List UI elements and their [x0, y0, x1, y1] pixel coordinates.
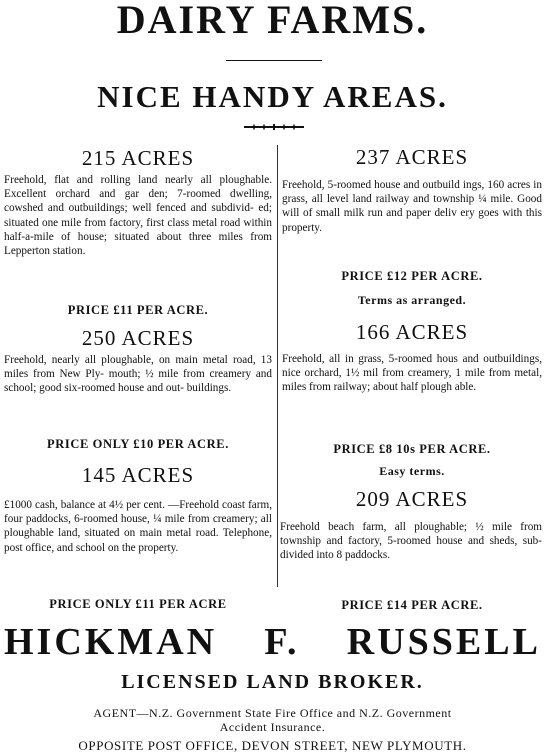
listing-price: PRICE £12 PER ACRE. [341, 269, 483, 283]
listing-heading: 215 ACRES [81, 146, 195, 170]
listing-price: PRICE £14 PER ACRE. [341, 598, 483, 612]
agency-line-1: AGENT—N.Z. Government State Fire Office and N.Z. Government [93, 706, 452, 720]
ad-subtitle: NICE HANDY AREAS. [97, 79, 448, 114]
listing-price: PRICE ONLY £11 PER ACRE [49, 597, 227, 611]
listing-heading: 145 ACRES [81, 463, 195, 487]
agent-address: OPPOSITE POST OFFICE, DEVON STREET, NEW PLYMOUTH. [78, 738, 467, 753]
listing-price: PRICE £11 PER ACRE. [67, 303, 209, 317]
listing-description: Freehold, nearly all ploughable, on main metal road, 13 miles from New Ply- mouth; ½ mile from creamery and school; good six-roomed house and out- buildings. [4, 354, 272, 395]
listing-description: £1000 cash, balance at 4½ per cent. —Freehold coast farm, four paddocks, 6-roomed house, ¼ mile from creamery; all ploughable land, situated on main metal road. Telephone, post office, and school on the property. [4, 499, 272, 554]
listing-description: Freehold, 5-roomed house and outbuild ings, 160 acres in grass, all level land railway and township ¼ mile. Good will of small milk run and paper deliv ery goes with this property. [282, 179, 542, 234]
listing-heading: 166 ACRES [355, 320, 469, 344]
agent-name-last: RUSSELL [346, 621, 541, 663]
listing-terms: Easy terms. [379, 464, 445, 478]
column-divider [277, 145, 278, 587]
agent-name-first: HICKMAN [4, 621, 218, 663]
listing-description: Freehold, flat and rolling land nearly all ploughable. Excellent orchard and gar den; 7-roomed dwelling, cowshed and outbuildings; well fenced and subdivid- ed; situated one mile from factory, first class metal road within half-a-mile of house; situated about three miles from Lepperton station. [4, 174, 272, 258]
listing-price: PRICE £8 10s PER ACRE. [333, 442, 491, 456]
listing-description: Freehold beach farm, all ploughable; ½ mile from township and factory, 5-roomed house and sheds, sub-divided into 8 paddocks. [280, 521, 542, 562]
ornament-divider [244, 124, 304, 130]
listing-heading: 209 ACRES [355, 487, 469, 511]
agent-name [4, 620, 541, 664]
title-divider [226, 60, 322, 61]
listing-heading: 237 ACRES [355, 145, 469, 169]
ad-title: DAIRY FARMS. [116, 0, 429, 42]
agent-title: LICENSED LAND BROKER. [121, 671, 424, 693]
agent-name-initial: F. [264, 621, 300, 663]
listing-description: Freehold, all in grass, 5-roomed hous and outbuildings, nice orchard, 1½ mil from creamery, 1 mile from metal, miles from railway; about half plough able. [282, 353, 542, 394]
agency-line-2: Accident Insurance. [219, 720, 326, 734]
listing-heading: 250 ACRES [81, 326, 195, 350]
listing-price: PRICE ONLY £10 PER ACRE. [47, 437, 229, 451]
listing-terms: Terms as arranged. [357, 293, 467, 307]
